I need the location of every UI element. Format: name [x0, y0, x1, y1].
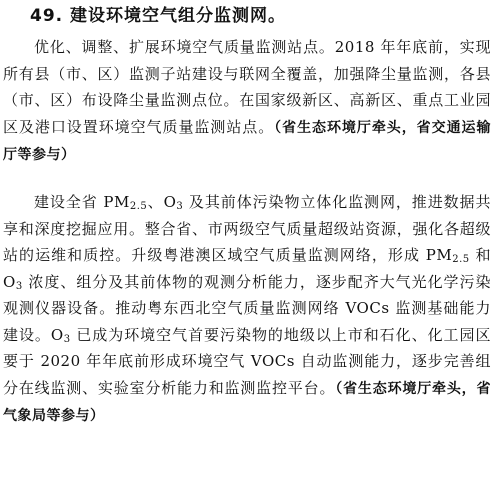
subscript: 3	[15, 280, 23, 292]
paragraph-monitoring-stations	[3, 34, 491, 169]
paragraph-text: 浓度、组分及其前体物的观测分析能力，逐步配齐大气光化学污染观测仪器设备。推动粤东西北空气质量监测网络 VOCs 监测基础能力建设。O	[3, 272, 491, 344]
subscript: 3	[176, 201, 184, 212]
subscript: 3	[63, 333, 71, 345]
paragraph-component-network	[3, 189, 491, 430]
section-heading: 49. 建设环境空气组分监测网。	[30, 6, 287, 26]
subscript: 2.5	[452, 254, 470, 265]
subscript: 2.5	[129, 201, 148, 212]
paragraph-text: 及其前体污染物立体化监测网，推进数据共享和深度挖掘应用。整合省、市两级空气质量超级站资源，强化各超级站的运维和质控。升级粤港澳区域空气质量监测网络，形成 PM	[3, 193, 491, 264]
responsibility-note: （省生态环境厅牵头，省气象局等参与）	[3, 380, 492, 424]
responsibility-note: （省生态环境厅牵头，省交通运输厅等参与）	[3, 119, 491, 163]
paragraph-text: 已成为环境空气首要污染物的地级以上市和石化、化工园区要于 2020 年年底前形成环境空气 VOCs 自动监测能力，逐步完善组分在线监测、实验室分析能力和监测监控平台。	[3, 325, 491, 397]
paragraph-text: 、O	[147, 193, 177, 211]
paragraph-text: 优化、调整、扩展环境空气质量监测站点。2018 年年底前，实现所有县（市、区）监测子站建设与联网全覆盖，加强降尘量监测，各县（市、区）布设降尘量监测点位。在国家级新区、高新区、重点工业园区及港口设置环境空气质量监测站点。	[3, 38, 491, 136]
paragraph-text: 建设全省 PM	[34, 193, 130, 211]
paragraph-text: 和 O	[3, 246, 491, 291]
